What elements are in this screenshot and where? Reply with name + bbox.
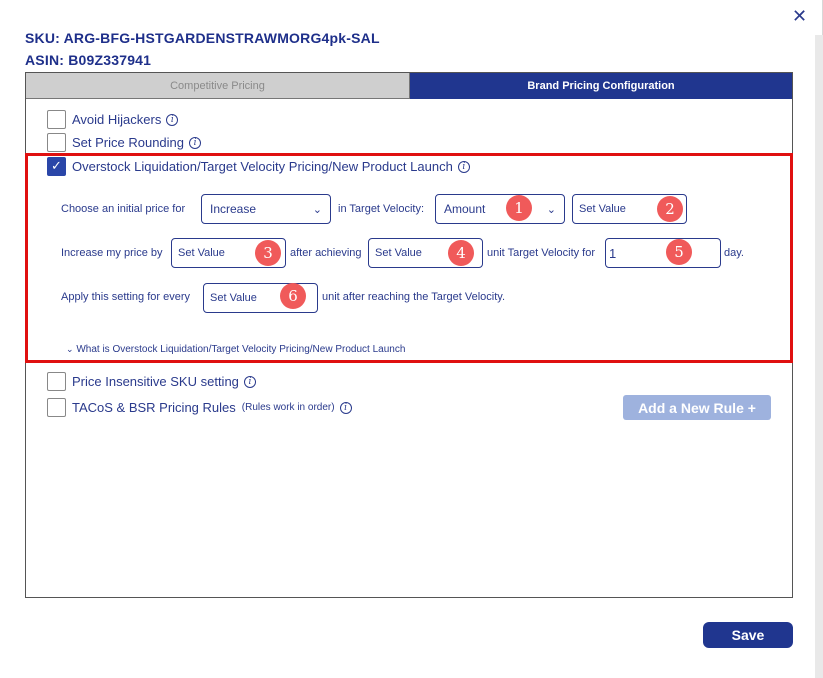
chevron-down-icon: ⌄ <box>546 203 556 216</box>
day-label: day. <box>724 247 744 259</box>
price-insensitive-label: Price Insensitive SKU setting <box>72 374 239 389</box>
check-icon: ✓ <box>51 159 62 174</box>
info-icon[interactable]: i <box>340 402 352 414</box>
tacos-note: (Rules work in order) <box>241 402 335 413</box>
price-insensitive-checkbox[interactable] <box>47 372 66 391</box>
sku-line: SKU: ARG-BFG-HSTGARDENSTRAWMORG4pk-SAL <box>25 30 380 46</box>
save-button[interactable]: Save <box>703 622 793 648</box>
target-units-placeholder: Set Value <box>375 247 422 259</box>
overstock-help-link[interactable] <box>66 344 405 355</box>
unit-after-label: unit after reaching the Target Velocity. <box>322 291 506 303</box>
info-icon[interactable]: i <box>189 137 201 149</box>
option-price-insensitive <box>47 372 256 391</box>
initial-value-placeholder: Set Value <box>579 203 626 215</box>
marker-badge-6: 6 <box>280 283 306 309</box>
overstock-label: Overstock Liquidation/Target Velocity Pricing/New Product Launch <box>72 159 453 174</box>
unit-target-velocity-label: unit Target Velocity for <box>487 247 596 259</box>
option-tacos <box>47 398 352 417</box>
after-achieving-label: after achieving <box>290 247 362 259</box>
option-price-rounding <box>47 133 201 152</box>
price-rounding-checkbox[interactable] <box>47 133 66 152</box>
marker-badge-3: 3 <box>255 240 281 266</box>
chevron-down-icon: ⌄ <box>66 345 74 355</box>
target-velocity-value: Amount <box>444 202 486 216</box>
price-rounding-label: Set Price Rounding <box>72 135 185 150</box>
product-header <box>25 27 380 71</box>
tacos-checkbox[interactable] <box>47 398 66 417</box>
apply-units-placeholder: Set Value <box>210 292 257 304</box>
initial-price-label: Choose an initial price for <box>61 203 186 215</box>
target-velocity-select[interactable] <box>435 194 565 224</box>
increase-label: Increase my price by <box>61 247 163 259</box>
marker-badge-5: 5 <box>666 239 692 265</box>
info-icon[interactable]: i <box>244 376 256 388</box>
target-velocity-label: in Target Velocity: <box>338 203 425 215</box>
days-value: 1 <box>609 245 617 261</box>
avoid-hijackers-label: Avoid Hijackers <box>72 112 162 127</box>
initial-price-value: Increase <box>210 202 257 216</box>
marker-badge-1: 1 <box>506 195 532 221</box>
marker-badge-2: 2 <box>657 196 683 222</box>
days-input[interactable] <box>605 238 721 268</box>
info-icon[interactable]: i <box>166 114 178 126</box>
tab-brand-pricing-configuration[interactable]: Brand Pricing Configuration <box>410 73 792 99</box>
overstock-help-text: What is Overstock Liquidation/Target Velocity Pricing/New Product Launch <box>76 344 406 355</box>
avoid-hijackers-checkbox[interactable] <box>47 110 66 129</box>
option-avoid-hijackers <box>47 110 178 129</box>
close-icon[interactable]: ✕ <box>792 6 808 27</box>
marker-badge-4: 4 <box>448 240 474 266</box>
apply-every-label: Apply this setting for every <box>61 291 191 303</box>
tab-bar <box>26 73 792 99</box>
chevron-down-icon: ⌄ <box>312 203 322 216</box>
increase-value-placeholder: Set Value <box>178 247 225 259</box>
initial-price-select[interactable] <box>201 194 331 224</box>
tab-competitive-pricing[interactable]: Competitive Pricing <box>26 73 410 99</box>
asin-line: ASIN: B09Z337941 <box>25 52 152 68</box>
add-new-rule-button[interactable]: Add a New Rule + <box>623 395 771 420</box>
scrollbar-track[interactable] <box>815 35 823 678</box>
tacos-label: TACoS & BSR Pricing Rules <box>72 400 236 415</box>
info-icon[interactable]: i <box>458 161 470 173</box>
